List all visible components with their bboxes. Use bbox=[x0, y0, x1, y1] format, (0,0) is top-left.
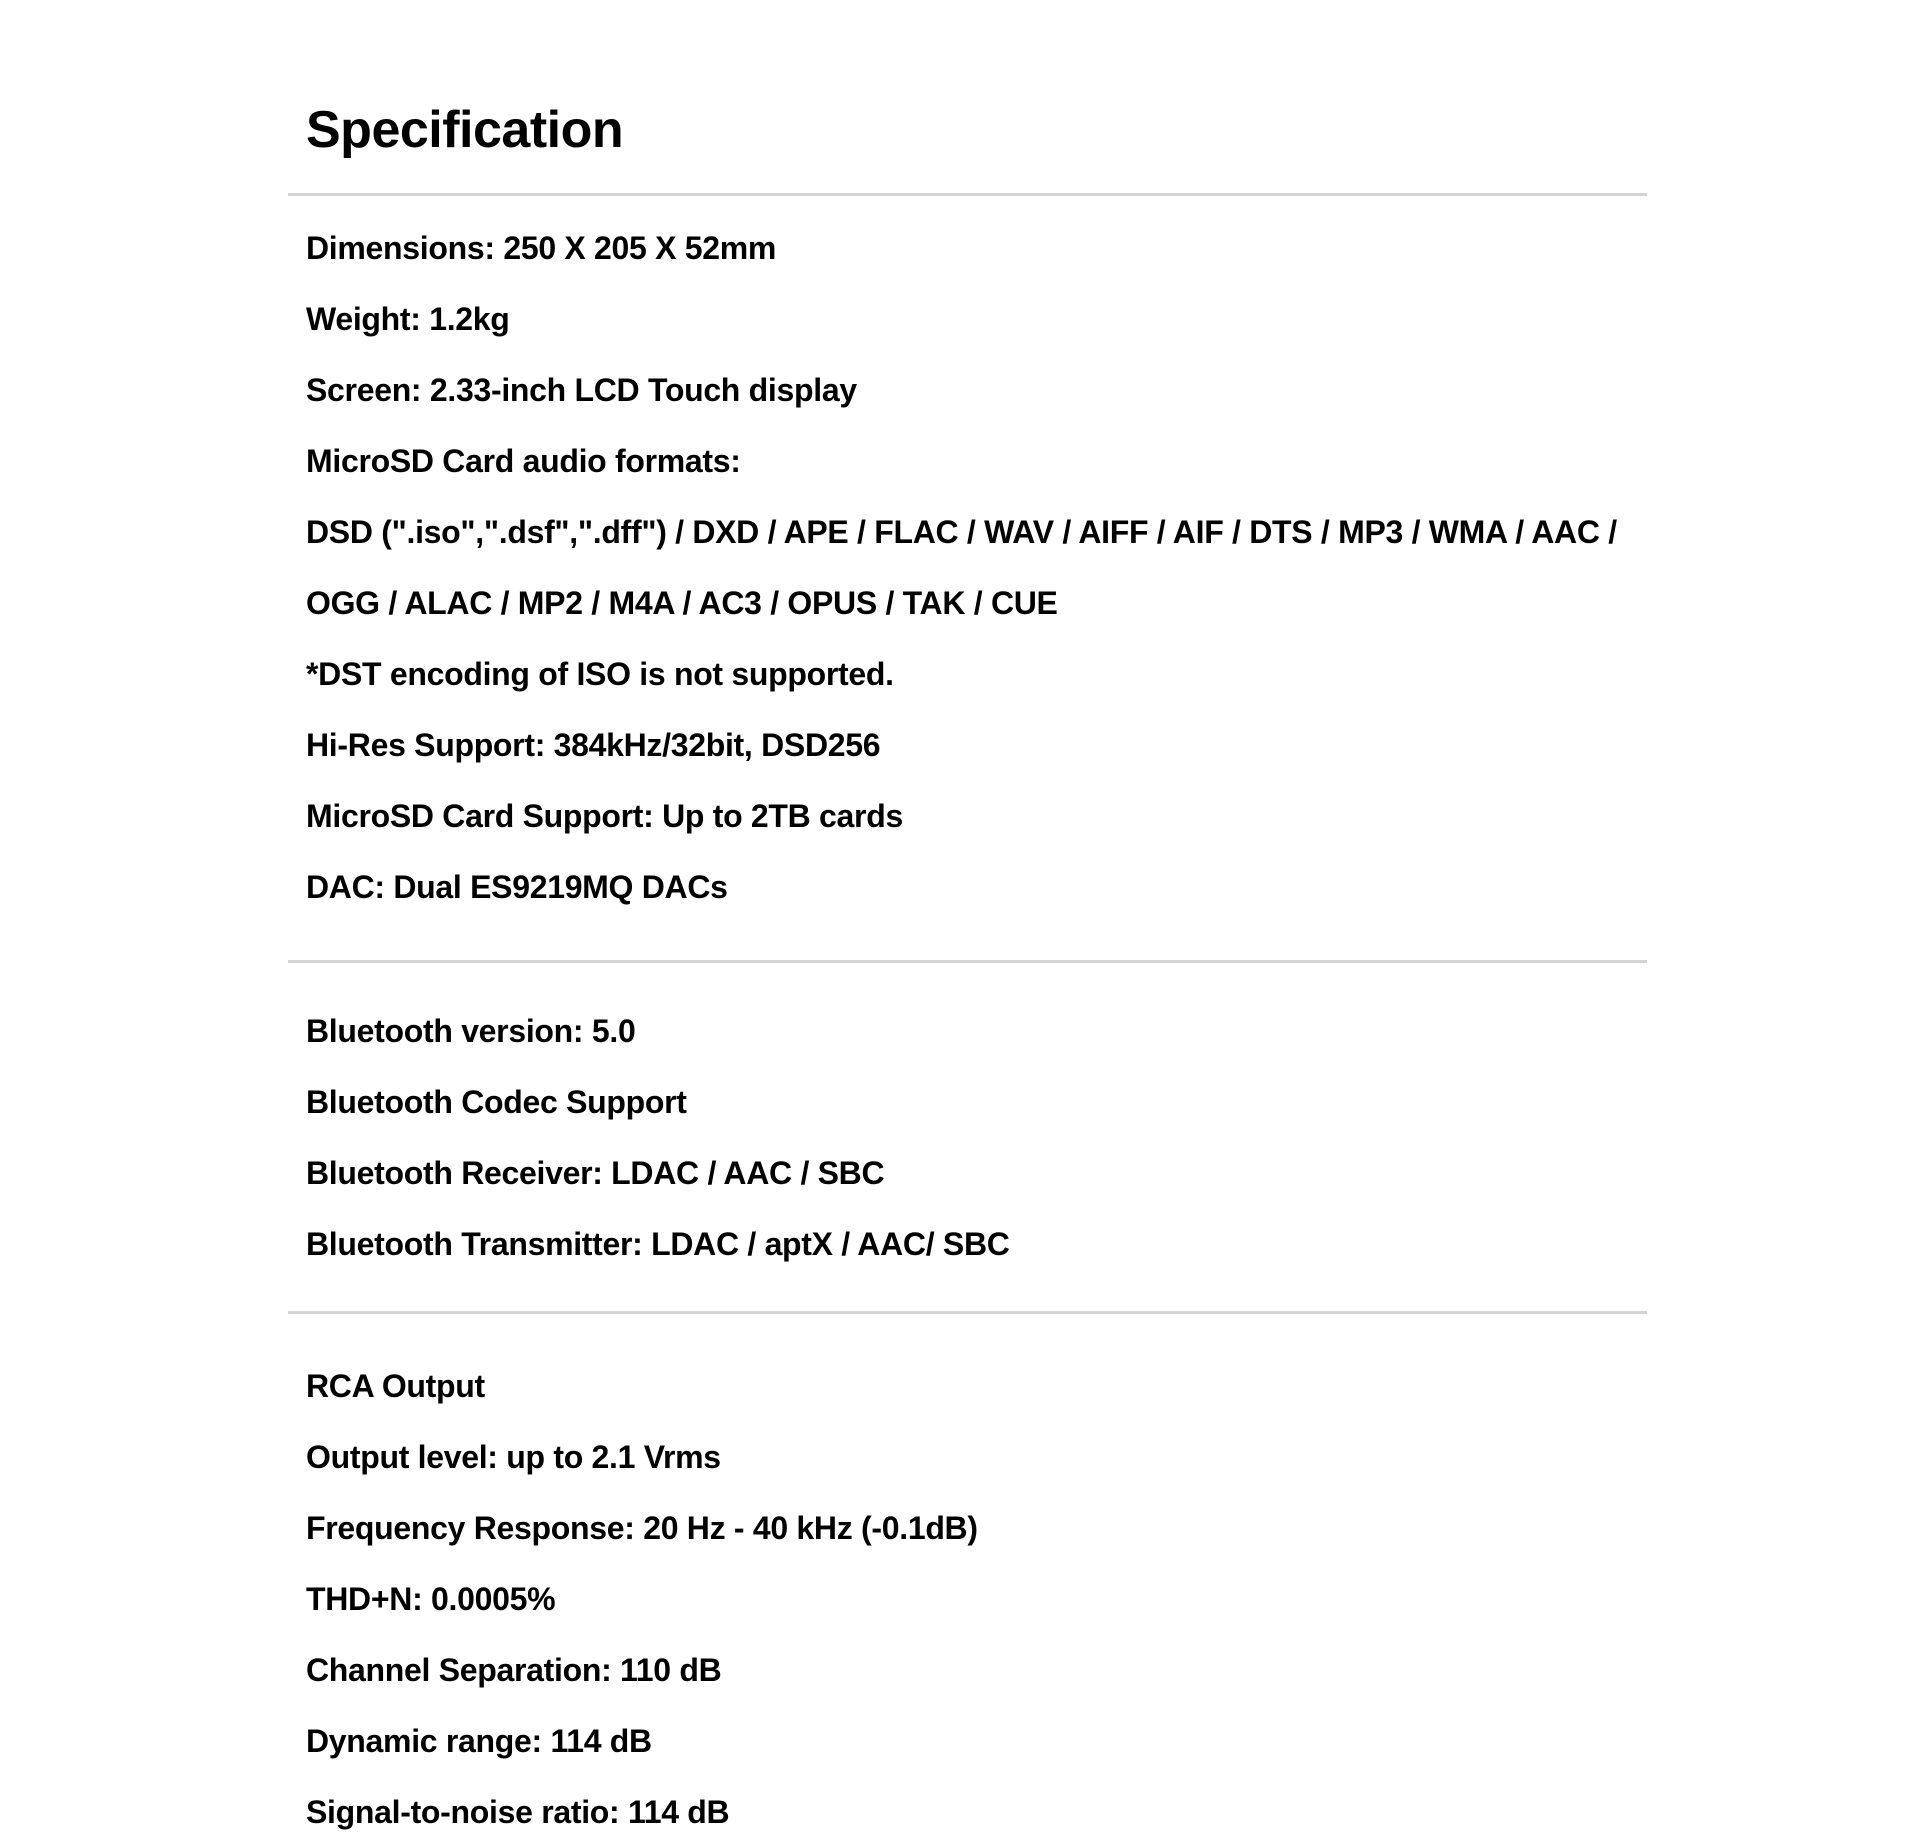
section-divider bbox=[288, 960, 1647, 963]
page-title: Specification bbox=[306, 101, 624, 159]
spec-bluetooth-codec-heading: Bluetooth Codec Support bbox=[306, 1084, 687, 1120]
spec-dynamic-range: Dynamic range: 114 dB bbox=[306, 1723, 652, 1759]
spec-snr: Signal-to-noise ratio: 114 dB bbox=[306, 1794, 730, 1830]
spec-output-level: Output level: up to 2.1 Vrms bbox=[306, 1439, 721, 1475]
spec-weight: Weight: 1.2kg bbox=[306, 301, 510, 337]
spec-screen: Screen: 2.33-inch LCD Touch display bbox=[306, 372, 857, 408]
spec-rca-heading: RCA Output bbox=[306, 1368, 485, 1404]
spec-bluetooth-transmitter: Bluetooth Transmitter: LDAC / aptX / AAC/ SBC bbox=[306, 1226, 1010, 1262]
spec-audio-formats-label: MicroSD Card audio formats: bbox=[306, 443, 741, 479]
section-divider bbox=[288, 1311, 1647, 1314]
spec-bluetooth-version: Bluetooth version: 5.0 bbox=[306, 1013, 636, 1049]
spec-dst-note: *DST encoding of ISO is not supported. bbox=[306, 656, 894, 692]
spec-frequency-response: Frequency Response: 20 Hz - 40 kHz (-0.1dB) bbox=[306, 1510, 978, 1546]
spec-audio-formats-list-2: OGG / ALAC / MP2 / M4A / AC3 / OPUS / TAK / CUE bbox=[306, 585, 1058, 621]
spec-dimensions: Dimensions: 250 X 205 X 52mm bbox=[306, 230, 777, 266]
spec-hires-support: Hi-Res Support: 384kHz/32bit, DSD256 bbox=[306, 727, 881, 763]
spec-bluetooth-receiver: Bluetooth Receiver: LDAC / AAC / SBC bbox=[306, 1155, 885, 1191]
spec-dac: DAC: Dual ES9219MQ DACs bbox=[306, 869, 728, 905]
spec-thd-n: THD+N: 0.0005% bbox=[306, 1581, 556, 1617]
section-divider bbox=[288, 193, 1647, 196]
spec-microsd-support: MicroSD Card Support: Up to 2TB cards bbox=[306, 798, 903, 834]
spec-channel-separation: Channel Separation: 110 dB bbox=[306, 1652, 722, 1688]
spec-audio-formats-list-1: DSD (".iso",".dsf",".dff") / DXD / APE / FLAC / WAV / AIFF / AIF / DTS / MP3 / WMA / AAC / bbox=[306, 514, 1617, 550]
